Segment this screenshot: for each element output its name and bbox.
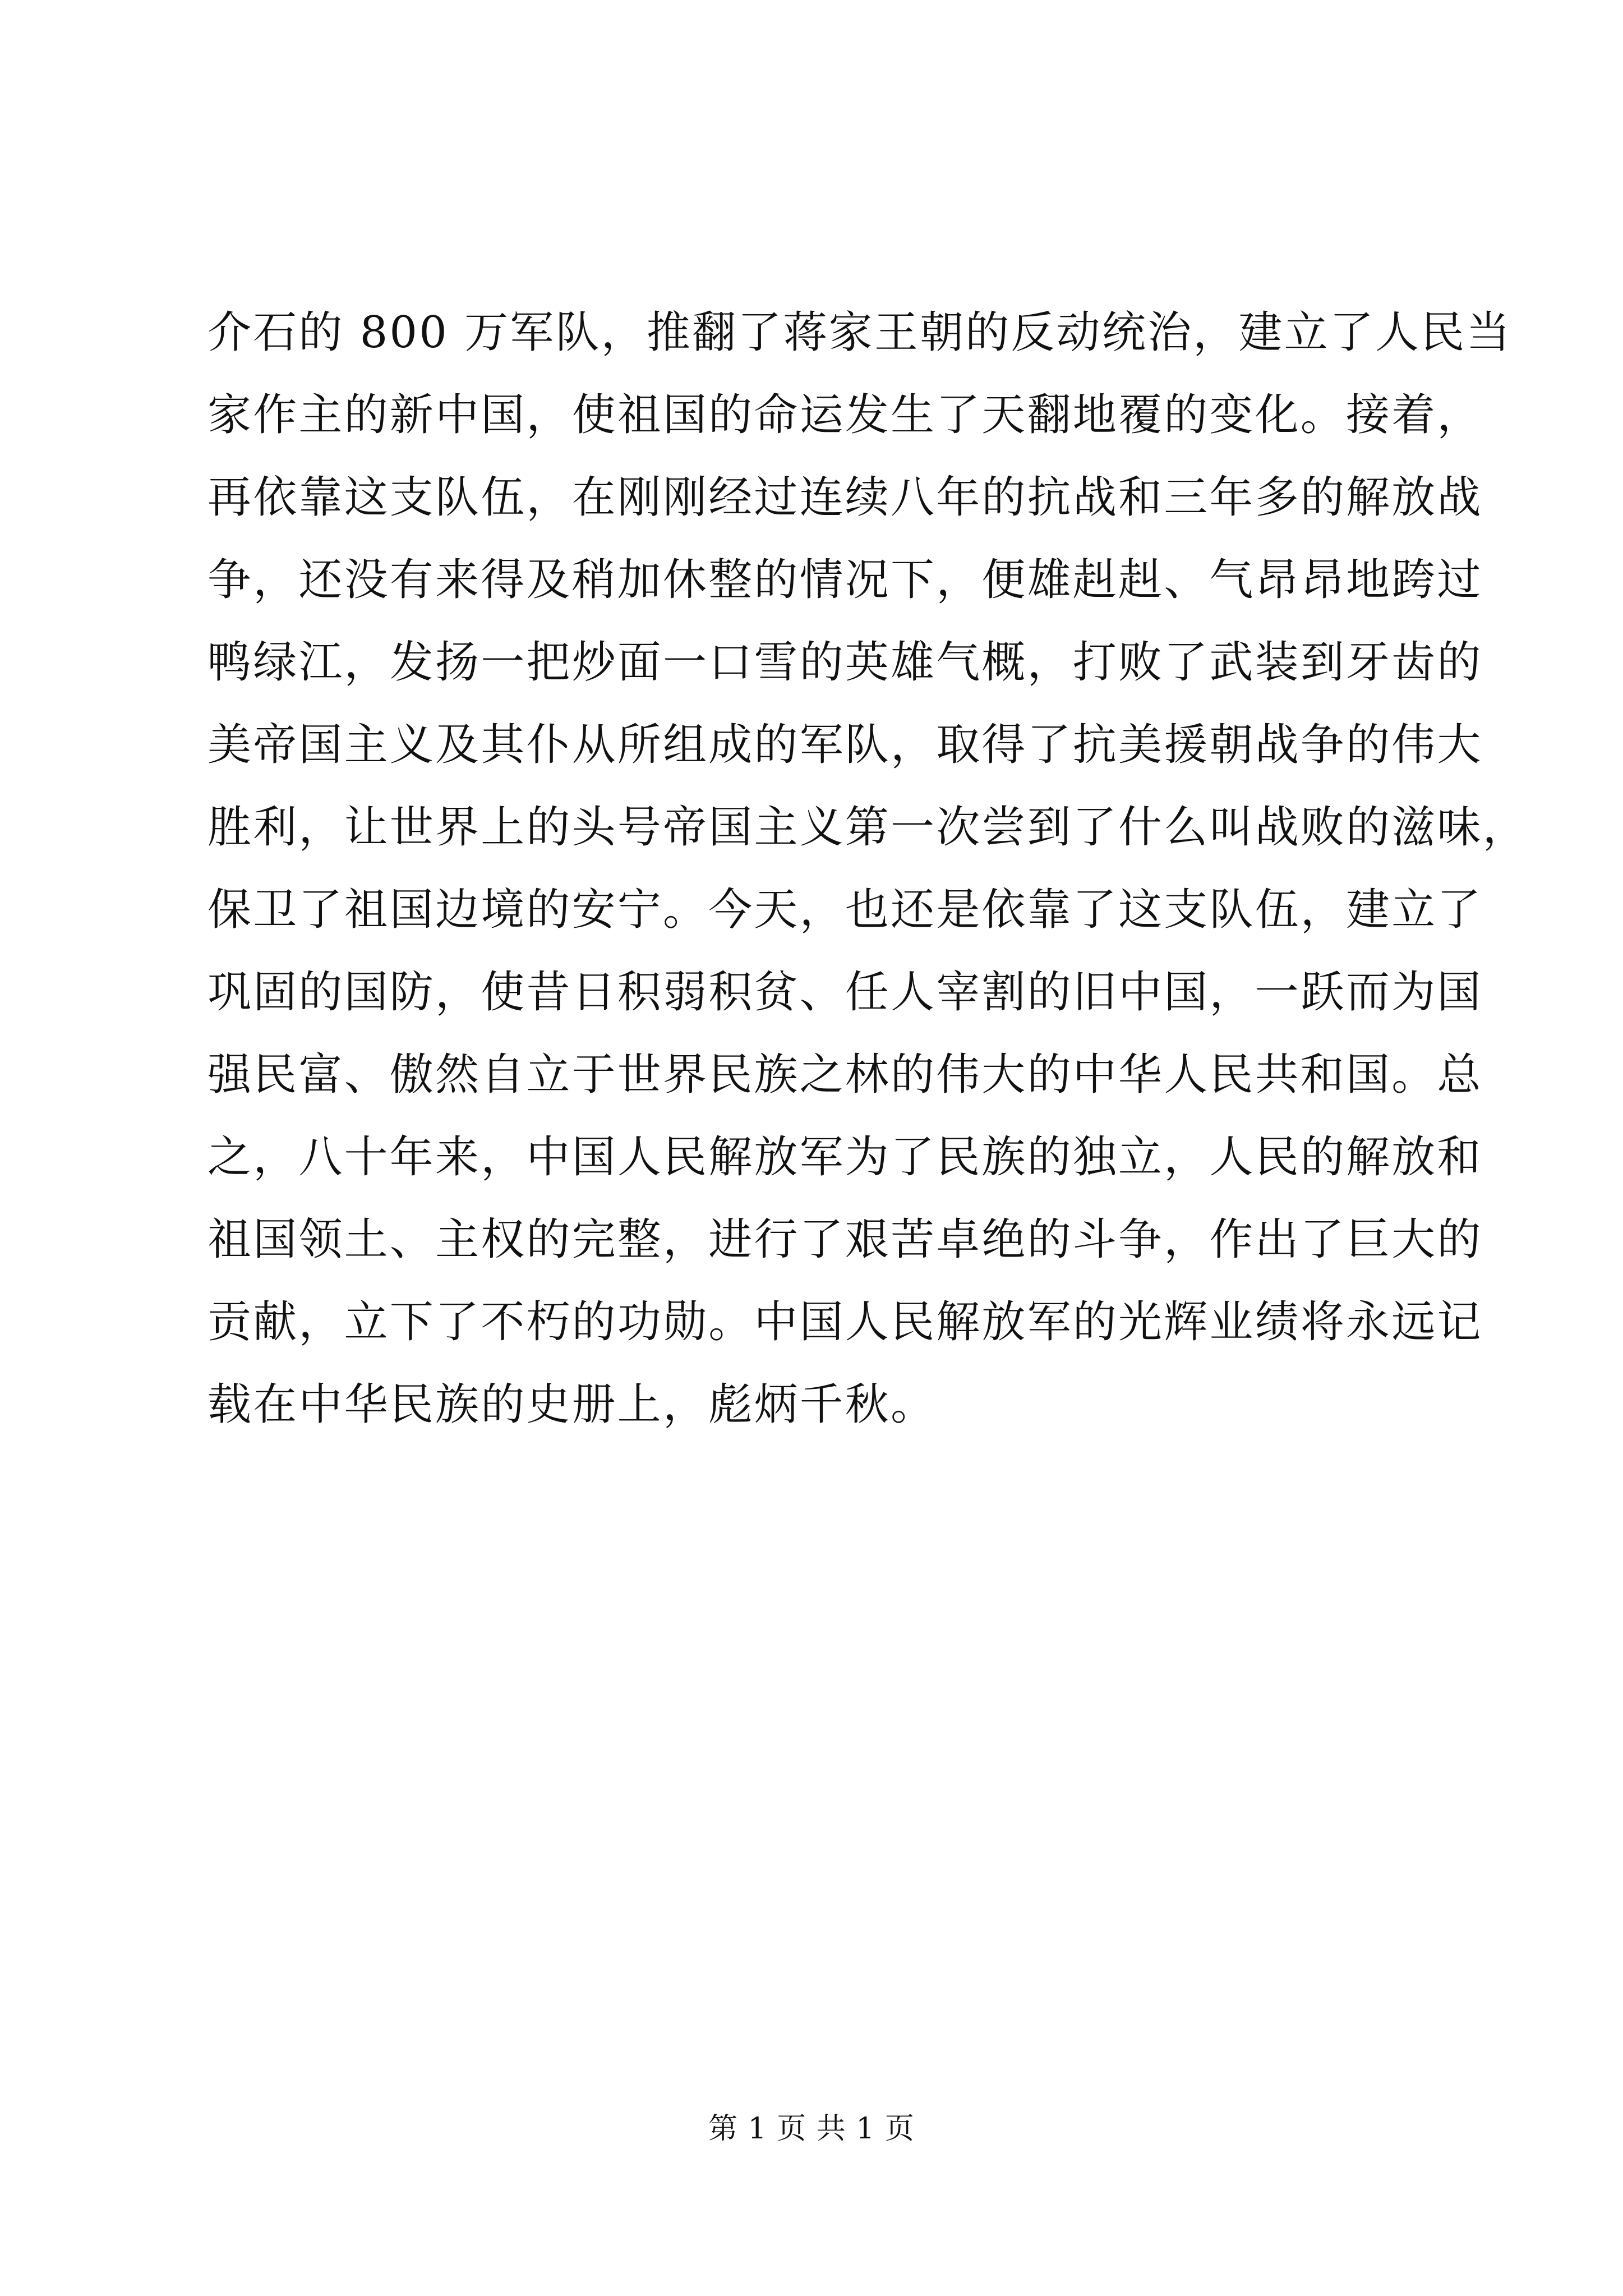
- text-line: 家作主的新中国，使祖国的命运发生了天翻地覆的变化。接着，: [208, 390, 1483, 440]
- text-line: 贡献，立下了不朽的功勋。中国人民解放军的光辉业绩将永远记: [208, 1297, 1483, 1347]
- text-line: 再依靠这支队伍，在刚刚经过连续八年的抗战和三年多的解放战: [208, 472, 1483, 523]
- body-paragraph: [208, 292, 1528, 1446]
- text-line: 胜利，让世界上的头号帝国主义第一次尝到了什么叫战败的滋味，: [208, 802, 1528, 853]
- text-line: 载在中华民族的史册上，彪炳千秋。: [208, 1379, 937, 1430]
- text-line: 之，八十年来，中国人民解放军为了民族的独立，人民的解放和: [208, 1132, 1483, 1182]
- text-line: 介石的 800 万军队，推翻了蒋家王朝的反动统治，建立了人民当: [208, 307, 1512, 358]
- text-line: 祖国领土、主权的完整，进行了艰苦卓绝的斗争，作出了巨大的: [208, 1214, 1483, 1265]
- text-line: 强民富、傲然自立于世界民族之林的伟大的中华人民共和国。总: [208, 1050, 1483, 1100]
- text-line: 巩固的国防，使昔日积弱积贫、任人宰割的旧中国，一跃而为国: [208, 967, 1483, 1018]
- text-line: 争，还没有来得及稍加休整的情况下，便雄赳赳、气昂昂地跨过: [208, 555, 1483, 605]
- text-line: 鸭绿江，发扬一把炒面一口雪的英雄气概，打败了武装到牙齿的: [208, 637, 1483, 688]
- page-number-footer: 第 1 页 共 1 页: [708, 2112, 915, 2146]
- text-line: 保卫了祖国边境的安宁。今天，也还是依靠了这支队伍，建立了: [208, 885, 1483, 935]
- text-line: 美帝国主义及其仆从所组成的军队，取得了抗美援朝战争的伟大: [208, 720, 1483, 770]
